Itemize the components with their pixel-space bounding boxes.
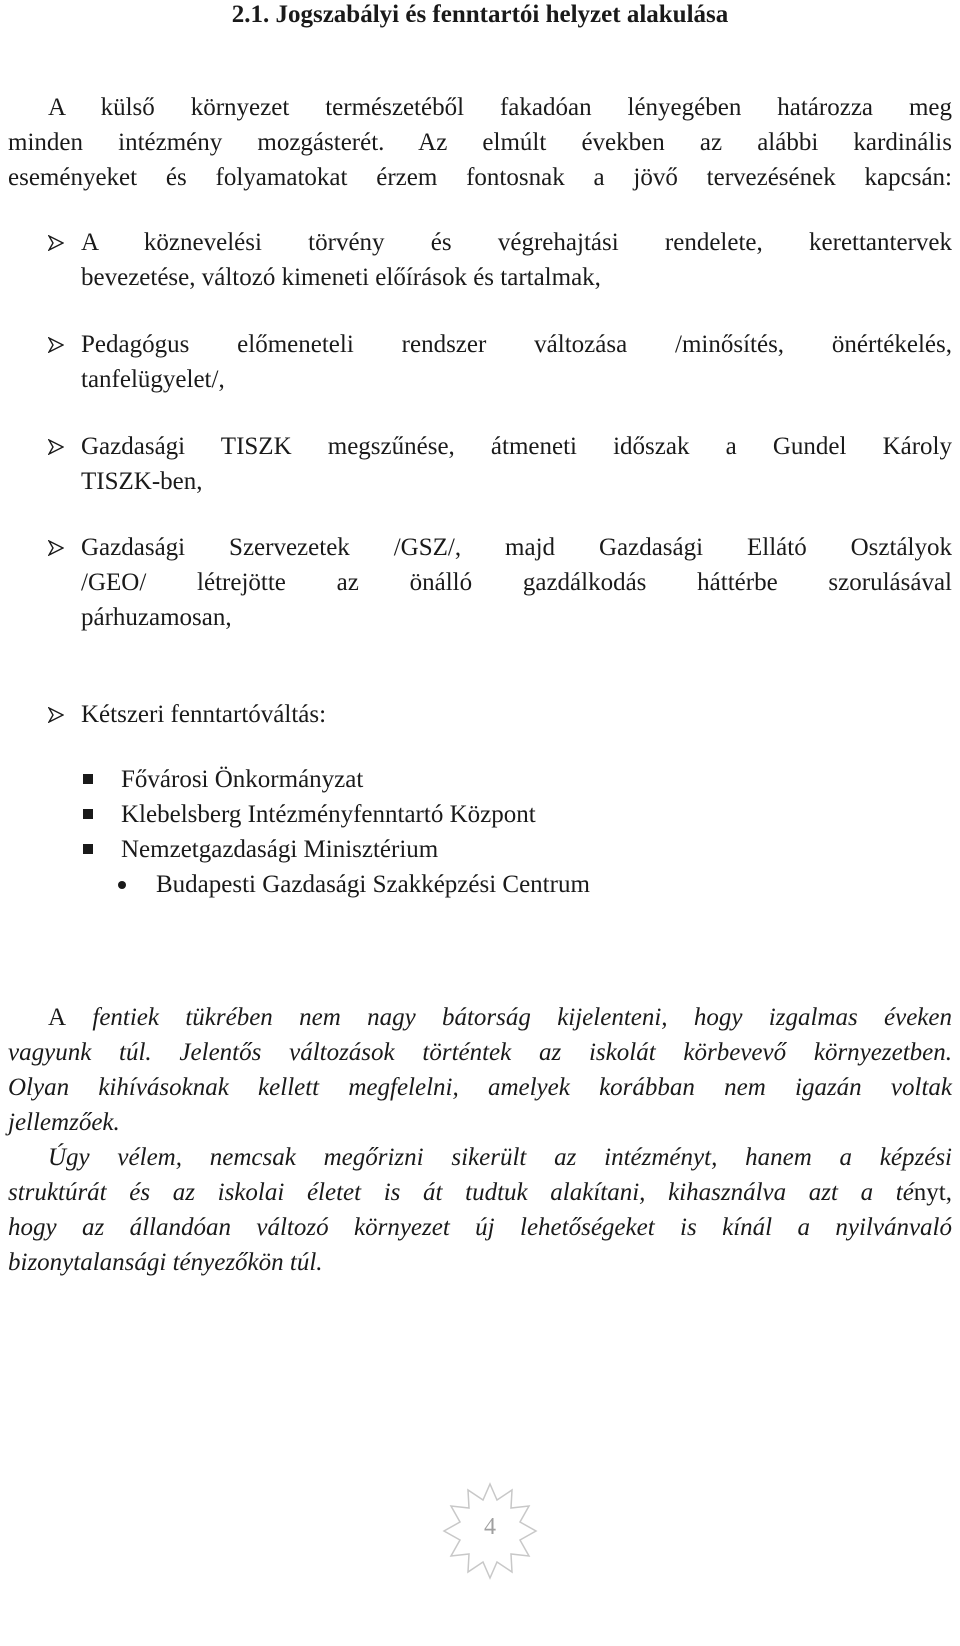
bullet-3-line-2: TISZK-ben, [81, 468, 203, 495]
square-bullet-icon [83, 774, 93, 784]
intro-line-2: minden intézmény mozgásterét. Az elmúlt években az alábbi kardinális [8, 129, 952, 156]
conclusion-p2-line-2-b: , kihasználva azt a té [639, 1179, 914, 1206]
arrow-bullet-icon [48, 540, 64, 556]
bullet-1-line-2: bevezetése, változó kimeneti előírások és tartalmak, [81, 264, 601, 291]
bullet-item-5 [48, 697, 952, 732]
conclusion-p1-line-2: vagyunk túl. Jelentős változások történtek az iskolát körbevevő környezetben. [8, 1039, 952, 1066]
sub-item-2-label: Klebelsberg Intézményfenntartó Központ [121, 801, 536, 828]
square-bullet-icon [83, 809, 93, 819]
conclusion-p1-line-1-rest: fentiek tükrében nem nagy bátorság kijelenteni, hogy izgalmas éveken [66, 1004, 952, 1031]
conclusion-p2-line-4: bizonytalansági tényezőkön túl. [8, 1249, 323, 1276]
bullet-item-1 [48, 225, 952, 295]
arrow-bullet-icon [48, 337, 64, 353]
conclusion-p1-line-1 [8, 1000, 952, 1035]
sub-sub-item-1 [118, 867, 718, 902]
sub-item-2 [83, 797, 683, 832]
sub-item-1-label: Fővárosi Önkormányzat [121, 766, 364, 793]
bullet-2-line-1: Pedagógus előmeneteli rendszer változása /minősítés, önértékelés, [81, 331, 952, 358]
intro-text-1: A külső környezet természetéből fakadóan lényegében határozza meg [48, 94, 952, 121]
bullet-item-4 [48, 530, 952, 635]
bullet-2-line-2: tanfelügyelet/, [81, 366, 225, 393]
bullet-item-2 [48, 327, 952, 397]
sub-item-1 [83, 762, 683, 797]
conclusion-p1-line-4: jellemzőek. [8, 1109, 120, 1136]
arrow-bullet-icon [48, 439, 64, 455]
square-bullet-icon [83, 844, 93, 854]
page-number: 4 [484, 1514, 496, 1540]
dot-bullet-icon [118, 881, 126, 889]
bullet-5-line-1: Kétszeri fenntartóváltás: [81, 701, 327, 728]
sub-item-3-label: Nemzetgazdasági Minisztérium [121, 836, 439, 863]
conclusion-first-letter: A [48, 1004, 67, 1031]
bullet-item-3 [48, 429, 952, 499]
intro-line-1 [8, 90, 952, 125]
conclusion-p2-line-1-text: Úgy vélem, nemcsak megőrizni sikerült az intézményt, hanem a képzési [48, 1144, 952, 1171]
conclusion-p2-line-3: hogy az állandóan változó környezet új lehetőségeket is kínál a nyilvánvaló [8, 1214, 952, 1241]
conclusion-p1-line-3: Olyan kihívásoknak kellett megfelelni, amelyek korábban nem igazán voltak [8, 1074, 952, 1101]
conclusion-p2-line-2-c: nyt, [913, 1179, 952, 1206]
sub-item-3 [83, 832, 683, 867]
bullet-4-line-1: Gazdasági Szervezetek /GSZ/, majd Gazdasági Ellátó Osztályok [81, 534, 952, 561]
conclusion-p2-line-1 [8, 1140, 952, 1175]
bullet-4-line-3: párhuzamosan, [81, 604, 232, 631]
bullet-3-line-1: Gazdasági TISZK megszűnése, átmeneti időszak a Gundel Károly [81, 433, 952, 460]
arrow-bullet-icon [48, 235, 64, 251]
page-number-badge [440, 1478, 540, 1588]
conclusion-p2-line-2-a: struktúrát és az iskolai életet is át tudtuk alakítani [8, 1179, 640, 1206]
sub-sub-item-1-label: Budapesti Gazdasági Szakképzési Centrum [156, 871, 590, 898]
bullet-1-line-1: A köznevelési törvény és végrehajtási rendelete, kerettantervek [81, 229, 952, 256]
bullet-4-line-2: /GEO/ létrejötte az önálló gazdálkodás háttérbe szorulásával [81, 569, 952, 596]
conclusion-p2-line-2 [8, 1175, 952, 1210]
section-heading: 2.1. Jogszabályi és fenntartói helyzet alakulása [231, 1, 729, 28]
intro-line-3: eseményeket és folyamatokat érzem fontosnak a jövő tervezésének kapcsán: [8, 164, 952, 191]
arrow-bullet-icon [48, 707, 64, 723]
